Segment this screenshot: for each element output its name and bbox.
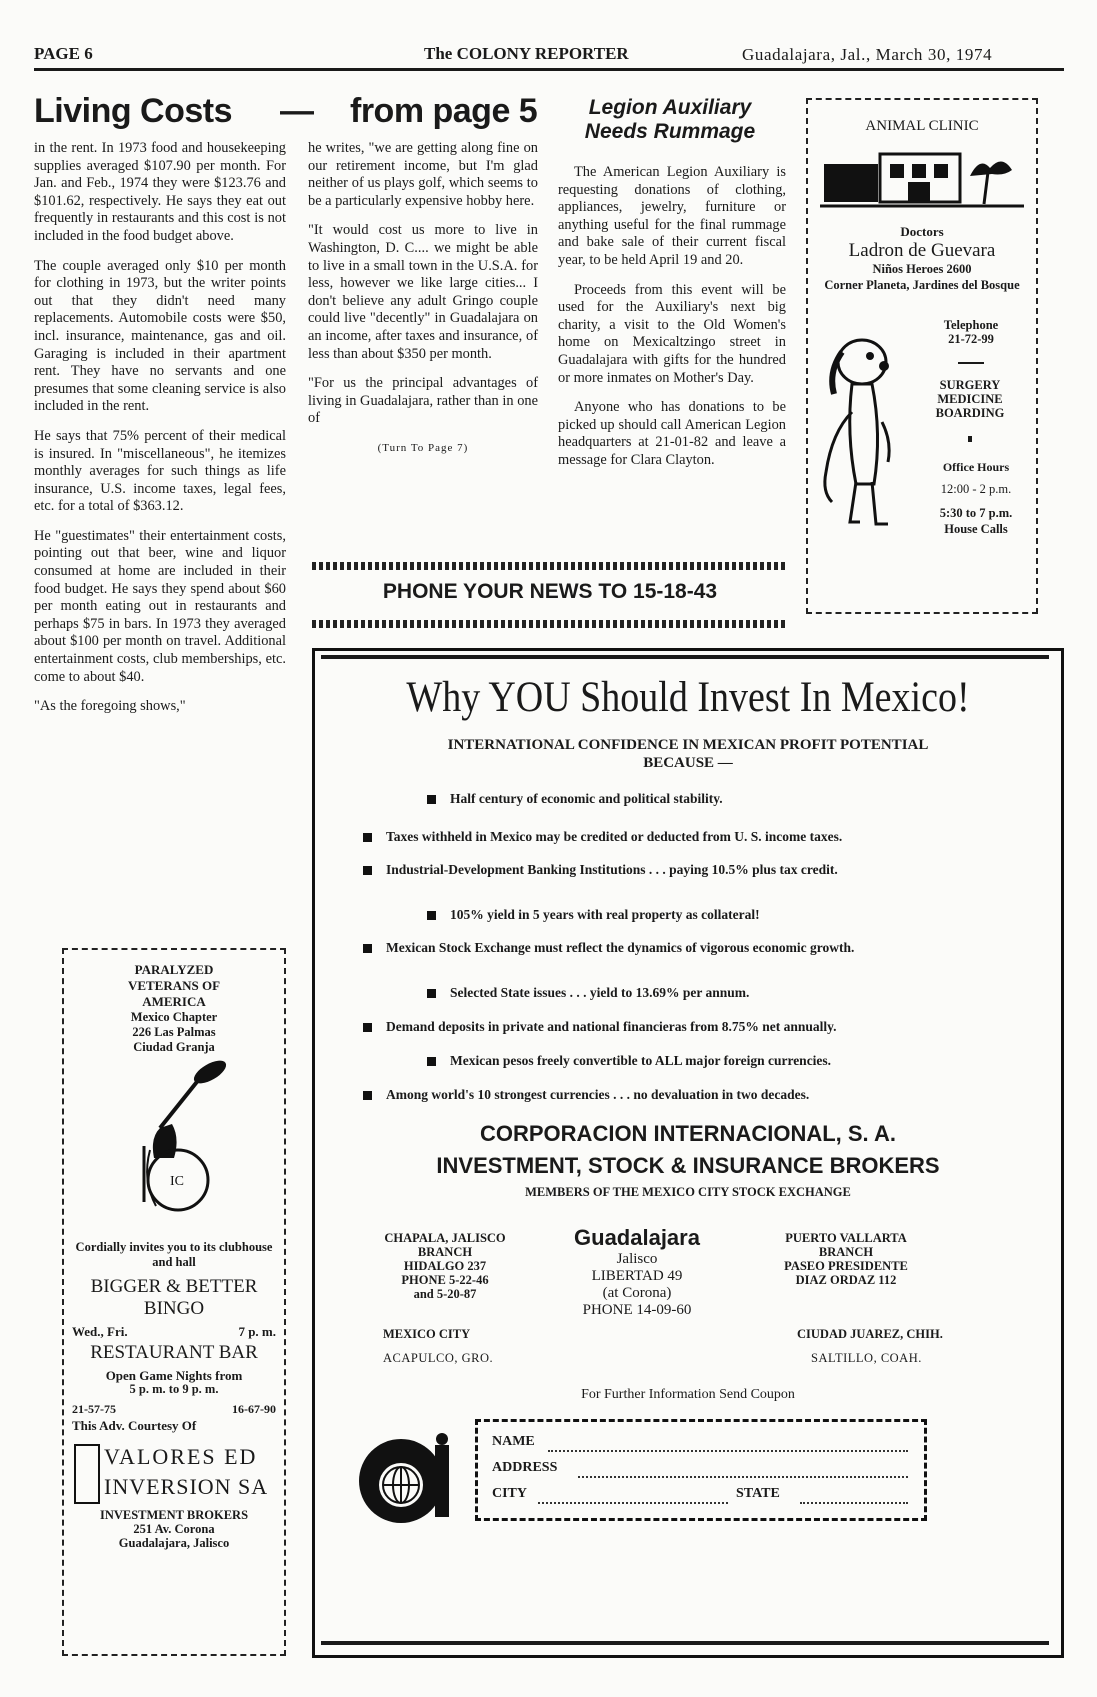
article-paragraph: Proceeds from this event will be used for the Auxiliary's next big charity, a visit to the Old Women's home on Mexicaltzingo street in Guadalajara with gifts for the hundred or more inmates on Mother's Day. [558,281,786,386]
invest-reason: Mexican pesos freely convertible to ALL major foreign currencies. [427,1053,831,1069]
bullet-icon [363,833,372,842]
pva-courtesy: This Adv. Courtesy Of [72,1418,197,1433]
pva-restaurant-bar: RESTAURANT BAR [90,1342,258,1363]
pva-phone-1: 21-57-75 [72,1402,116,1416]
branch-vallarta: PUERTO VALLARTA BRANCH PASEO PRESIDENTE DIAZ ORDAZ 112 [784,1231,908,1287]
invest-reason: Among world's 10 strongest currencies . . . no devaluation in two decades. [363,1087,809,1103]
clinic-telephone: 21-72-99 [948,332,994,346]
divider [968,436,972,442]
legion-headline: Legion Auxiliary Needs Rummage [584,96,756,143]
office-juarez: CIUDAD JUAREZ, CHIH. [797,1327,943,1341]
invest-subhead: INTERNATIONAL CONFIDENCE IN MEXICAN PROFIT POTENTIAL [447,737,929,753]
paper-name: The COLONY REPORTER [424,44,629,63]
pva-bingo-line1: BIGGER & BETTER [90,1276,258,1297]
coupon-form [475,1419,927,1521]
wheelchair-illustration [120,1050,240,1220]
pva-address: 226 Las Palmas [132,1025,216,1039]
clinic-address-corner: Corner Planeta, Jardines del Bosque [824,278,1020,292]
article-paragraph: in the rent. In 1973 food and housekeeping supplies averaged $107.90 per month. For Jan. and Feb., 1974 they were $123.76 and $101.62, respectively. He says they eat out frequently in restaurants and this cost is not included in the food budget above. [34,140,286,244]
office-acapulco: ACAPULCO, GRO. [383,1351,494,1365]
corporacion-logo-icon [353,1431,463,1531]
invest-reason: Industrial-Development Banking Institutions . . . paying 10.5% plus tax credit. [363,863,933,877]
valores-seal-icon [74,1444,100,1504]
valores-logo-line1: VALORES ED [104,1444,258,1469]
clinic-hours-1: 12:00 - 2 p.m. [940,482,1012,496]
company-name: CORPORACION INTERNACIONAL, S. A. [480,1121,896,1146]
pva-phone-2: 16-67-90 [232,1402,276,1416]
invest-headline: Why YOU Should Invest In Mexico! [406,672,970,722]
dateline: Guadalajara, Jal., March 30, 1974 [742,45,993,64]
company-brokers: INVESTMENT, STOCK & INSURANCE BROKERS [436,1153,940,1178]
invest-because: BECAUSE — [643,755,733,771]
branch-chapala: CHAPALA, JALISCO BRANCH HIDALGO 237 PHONE 5-22-46 and 5-20-87 [384,1231,506,1301]
clinic-hours-label: Office Hours [942,460,1010,474]
article-paragraph: The couple averaged only $10 per month for clothing in 1973, but the writer points out that they didn't need many replacements. Automobile costs were $50, incl. insurance, maintenance, gas and oil. Garaging is included in their apartment rent. They have no servants and one presumes that some cleaning service is also included in the rent. [34,257,286,415]
header-rule [34,68,1064,71]
clinic-services: SURGERY MEDICINE BOARDING [935,378,1005,420]
continued-line: (Turn To Page 7) [377,441,469,454]
wavy-divider [312,620,788,628]
company-members: MEMBERS OF THE MEXICO CITY STOCK EXCHANGE [525,1185,851,1199]
ad-bottom-rule [321,1641,1049,1645]
bullet-icon [363,1023,372,1032]
article-paragraph: He "guestimates" their entertainment costs, pointing out that beer, wine and liquor consumed at home are included in their food budget. He says they spend about $60 per month eating out in restaurants and perhaps $75 in bars. In 1973 they averaged about $100 per month on travel. Additional entertainment costs, club memberships, etc. come to about $40. [34,527,286,685]
article-paragraph: he writes, "we are getting along fine on our retirement income, but I'm glad neither of us plays golf, which seems to be a particularly expensive hobby here. [308,140,538,209]
clinic-title: ANIMAL CLINIC [865,118,979,134]
coupon-intro: For Further Information Send Coupon [581,1387,795,1402]
bullet-icon [363,944,372,953]
invest-reason: Selected State issues . . . yield to 13.69% per annum. [427,985,749,1001]
clinic-doctor-name: Ladron de Guevara [848,240,996,261]
coupon-city-label: CITY [492,1486,528,1501]
bullet-icon [363,866,372,875]
article-paragraph: Anyone who has donations to be picked up should call American Legion headquarters at 21-01-82 and leave a message for Clara Clayton. [558,399,786,468]
brokers-address: 251 Av. Corona [133,1522,215,1536]
headline-dash: — [280,92,314,130]
invest-reason: Mexican Stock Exchange must reflect the dynamics of vigorous economic growth. [363,941,933,955]
page-number: PAGE 6 [34,44,93,63]
dog-illustration [812,322,912,562]
living-costs-column-2 [308,140,538,458]
coupon-address-label: ADDRESS [492,1460,558,1475]
invest-reason: 105% yield in 5 years with real property as collateral! [427,907,760,923]
pva-ad [62,948,286,1656]
office-saltillo: SALTILLO, COAH. [811,1351,922,1365]
wavy-divider [312,562,788,570]
bullet-icon [427,795,436,804]
clinic-doctors-label: Doctors [900,224,944,239]
pva-city: Ciudad Granja [133,1040,215,1054]
invest-reason: Half century of economic and political stability. [427,791,723,807]
pva-title: PARALYZED VETERANS OF AMERICA [127,962,221,1009]
clinic-building-illustration [820,146,1024,214]
clinic-house-calls: House Calls [944,522,1008,536]
office-mexico-city: MEXICO CITY [383,1327,471,1341]
pva-days: Wed., Fri. [72,1324,128,1339]
ad-top-rule [321,655,1049,659]
phone-news-banner: PHONE YOUR NEWS TO 15-18-43 [382,580,718,603]
pva-game-nights: Open Game Nights from [105,1368,243,1383]
brokers-label: INVESTMENT BROKERS [99,1508,249,1522]
coupon-city-field[interactable] [538,1500,728,1504]
legion-article [558,164,786,482]
bullet-icon [363,1091,372,1100]
branch-guadalajara: Guadalajara Jalisco LIBERTAD 49 (at Corona) PHONE 14-09-60 [574,1225,700,1318]
invest-reason: Demand deposits in private and national financieras from 8.75% net annually. [363,1019,837,1035]
valores-logo-line2: INVERSION SA [104,1474,269,1499]
bullet-icon [427,989,436,998]
invest-reason: Taxes withheld in Mexico may be credited or deducted from U. S. income taxes. [363,829,842,845]
coupon-state-label: STATE [736,1486,780,1501]
bullet-icon [427,1057,436,1066]
article-paragraph: "It would cost us more to live in Washington, D. C.... we might be able to live in a small town in the U.S.A. for less, however we like large cities... I don't believe any adult Gringo couple could live "decently" in Guadalajara on an income, after taxes and insurance, of less than about $350 per month. [308,222,538,362]
article-paragraph: The American Legion Auxiliary is requesting donations of clothing, appliances, jewelry, furniture or anything useful for the final rummage and bake sale of their current fiscal year, to be held April 19 and 20. [558,164,786,268]
coupon-name-field[interactable] [548,1448,908,1452]
living-costs-column-1 [34,140,286,728]
clinic-hours-2: 5:30 to 7 p.m. [939,506,1013,520]
pva-time: 7 p. m. [238,1324,276,1339]
svg-text:IC: IC [170,1174,184,1189]
brokers-city: Guadalajara, Jalisco [118,1536,230,1550]
article-paragraph: "As the foregoing shows," [34,698,186,715]
divider [958,362,984,364]
pva-chapter: Mexico Chapter [130,1010,218,1024]
article-paragraph: "For us the principal advantages of living in Guadalajara, rather than in one of [308,375,538,427]
from-page-headline: from page 5 [350,92,538,130]
pva-invites: Cordially invites you to its clubhouse and hall [75,1240,273,1269]
article-paragraph: He says that 75% percent of their medical is insured. In "miscellaneous", he itemizes monthly averages for such things as life insurance, U.S. income taxes, legal fees, etc. for a total of $363.12. [34,427,286,515]
coupon-address-field[interactable] [578,1474,908,1478]
coupon-state-field[interactable] [800,1500,908,1504]
living-costs-headline: Living Costs [34,92,233,130]
clinic-telephone-label: Telephone [943,318,999,332]
animal-clinic-ad [806,98,1038,614]
clinic-address: Niños Heroes 2600 [872,262,972,276]
pva-bingo-line2: BINGO [143,1298,205,1319]
coupon-name-label: NAME [492,1434,535,1449]
bullet-icon [427,911,436,920]
invest-mexico-ad [312,648,1064,1658]
pva-game-hours: 5 p. m. to 9 p. m. [129,1382,219,1396]
